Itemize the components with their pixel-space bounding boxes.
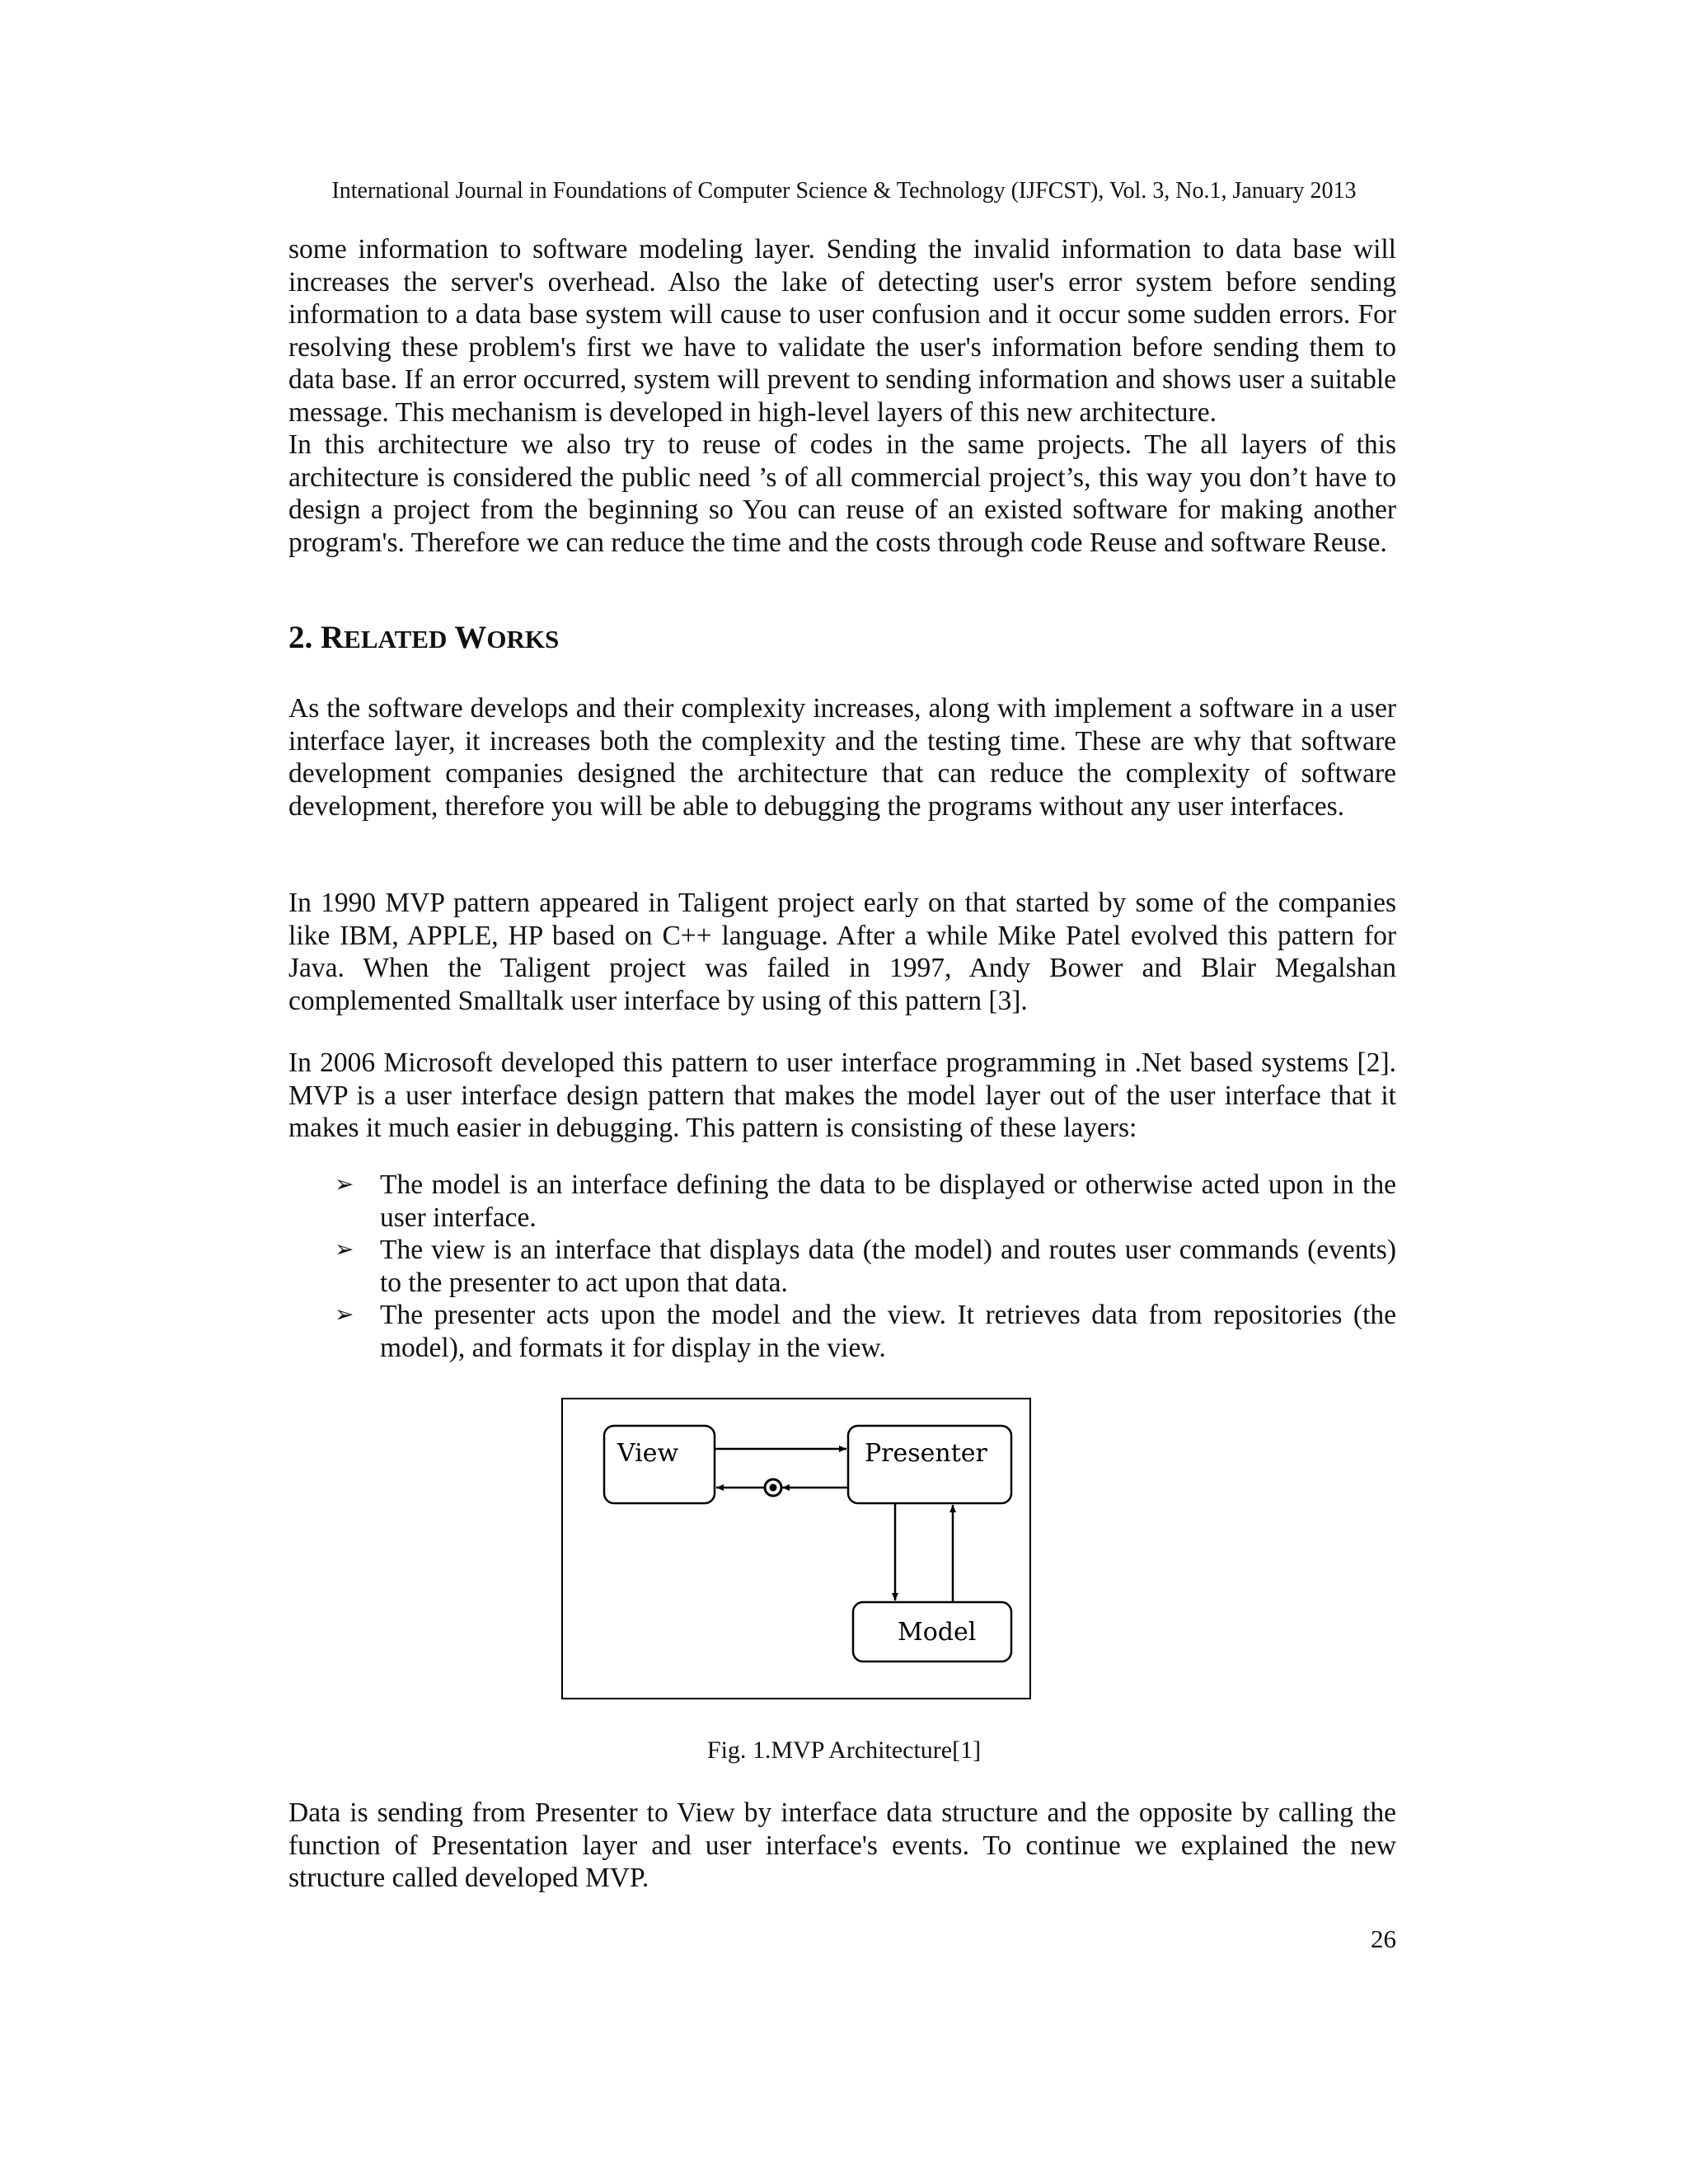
interface-lollipop-dot [770, 1484, 777, 1492]
list-item-text: The view is an interface that displays data (the model) and routes user commands (events) to the presenter to act upon that data. [380, 1235, 1396, 1298]
heading-initial-w: W [454, 620, 487, 655]
presenter-label: Presenter [865, 1439, 987, 1468]
related-works-paragraph-3 [288, 1047, 1396, 1145]
paragraph-text: In 1990 MVP pattern appeared in Taligent project early on that started by some of the companies like IBM, APPLE, HP based on C++ language. After a while Mike Patel evolved this pattern for Java. When the Taligent project was failed in 1997, Andy Bower and Blair Megalshan complemented Smalltalk user interface by using of this pattern [3]. [288, 888, 1396, 1016]
mvp-diagram [563, 1399, 1033, 1701]
heading-smallcaps-orks: ORKS [486, 625, 560, 654]
intro-paragraph-2: In this architecture we also try to reuse of codes in the same projects. The all layers of this architecture is considered the public need ’s of all commercial project’s, this way you don’t have to design a project from the beginning so You can reuse of an existed software for making another program's. Therefore we can reduce the time and the costs through code Reuse and software Reuse. [288, 429, 1396, 558]
paragraph-text: In 2006 Microsoft developed this pattern to user interface programming in .Net based systems [2]. MVP is a user interface design pattern that makes the model layer out of the user interface that it makes it much easier in debugging. This pattern is consisting of these layers: [288, 1047, 1396, 1143]
list-item [288, 1234, 1396, 1299]
list-item-text: The presenter acts upon the model and the view. It retrieves data from repositories (the model), and formats it for display in the view. [380, 1300, 1396, 1363]
section-heading-related-works [288, 620, 559, 658]
related-works-paragraph-2 [288, 887, 1396, 1017]
related-works-paragraph-4 [288, 1797, 1396, 1895]
list-item [288, 1169, 1396, 1234]
arrowhead-bullet-icon: ➢ [335, 1302, 354, 1328]
arrowhead-bullet-icon: ➢ [335, 1172, 354, 1197]
view-label: View [617, 1439, 679, 1468]
list-item-text: The model is an interface defining the data to be displayed or otherwise acted upon in the user interface. [380, 1169, 1396, 1233]
intro-text [288, 233, 1396, 559]
paragraph-text: Data is sending from Presenter to View by interface data structure and the opposite by calling the function of Presentation layer and user interface's events. To continue we explained the new structure called developed MVP. [288, 1797, 1396, 1893]
paragraph-text: As the software develops and their complexity increases, along with implement a software in a user interface layer, it increases both the complexity and the testing time. These are why that software development companies designed the architecture that can reduce the complexity of software development, therefore you will be able to debugging the programs without any user interfaces. [288, 693, 1396, 822]
running-header: International Journal in Foundations of Computer Science & Technology (IJFCST), Vol. 3, No.1, January 2013 [331, 178, 1357, 204]
heading-smallcaps-elated: ELATED [344, 625, 448, 654]
intro-paragraph-1: some information to software modeling layer. Sending the invalid information to data base will increases the server's overhead. Also the lake of detecting user's error system before sending information to a data base system will cause to user confusion and it occur some sudden errors. For resolving these problem's first we have to validate the user's information before sending them to data base. If an error occurred, system will prevent to sending information and shows user a suitable message. This mechanism is developed in high-level layers of this new architecture. [288, 234, 1396, 428]
related-works-paragraph-1 [288, 692, 1396, 823]
mvp-layers-list [288, 1169, 1396, 1364]
arrowhead-bullet-icon: ➢ [335, 1237, 354, 1263]
heading-initial-r: R [321, 620, 345, 655]
list-item [288, 1299, 1396, 1364]
page-number: 26 [1371, 1924, 1396, 1953]
mvp-architecture-figure [561, 1398, 1031, 1699]
section-number: 2. [288, 620, 313, 655]
model-label: Model [898, 1618, 977, 1647]
figure-caption: Fig. 1.MVP Architecture[1] [706, 1736, 982, 1764]
